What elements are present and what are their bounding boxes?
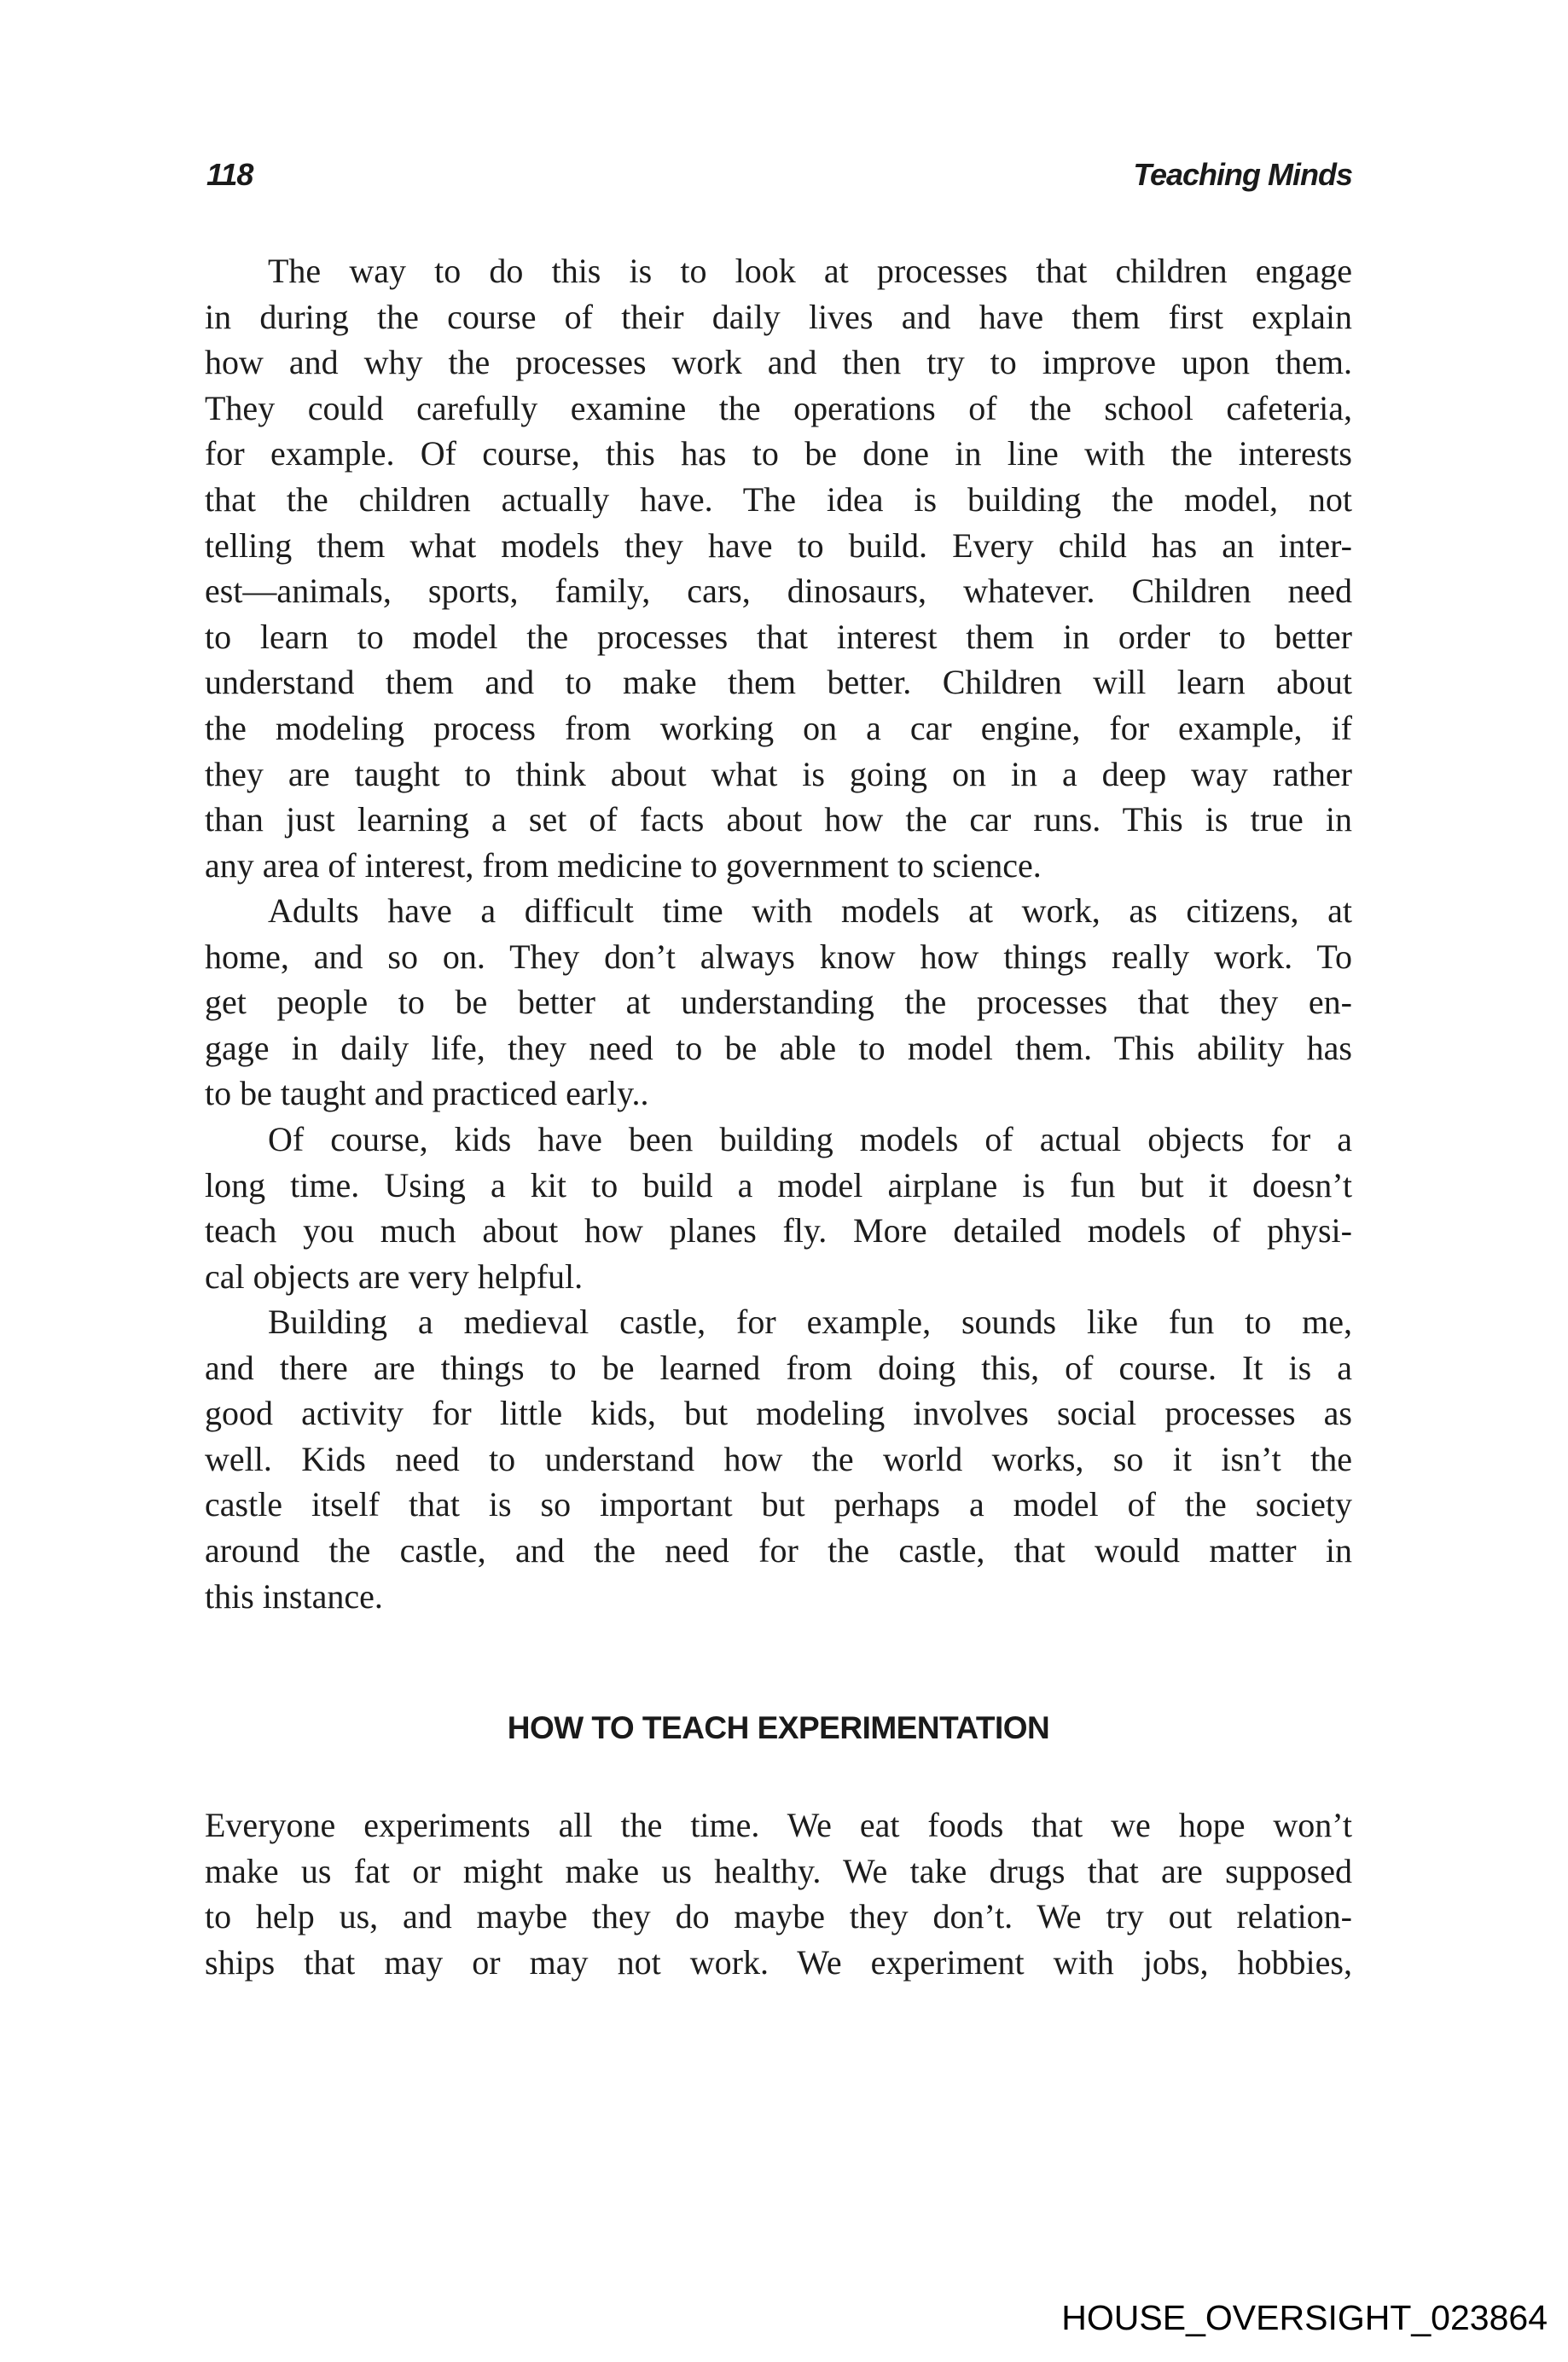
- text-line: and there are things to be learned from doing this, of course. It is a: [205, 1348, 1352, 1387]
- text-line: how and why the processes work and then try to improve upon them.: [205, 343, 1352, 382]
- section-heading: HOW TO TEACH EXPERIMENTATION: [507, 1710, 1050, 1745]
- section-paragraph-1: [205, 1802, 1352, 1985]
- text-line: The way to do this is to look at processes that children engage: [268, 252, 1352, 290]
- text-line: any area of interest, from medicine to government to science.: [205, 845, 1042, 885]
- text-line: Of course, kids have been building models of actual objects for a: [268, 1120, 1352, 1158]
- text-line: that the children actually have. The idea is building the model, not: [205, 479, 1352, 519]
- text-line: around the castle, and the need for the castle, that would matter in: [205, 1530, 1352, 1570]
- running-header: [205, 157, 1352, 200]
- text-line: make us fat or might make us healthy. We take drugs that are supposed: [205, 1851, 1352, 1890]
- text-line: this instance.: [205, 1576, 383, 1616]
- paragraph-2: [205, 888, 1352, 1117]
- text-line: good activity for little kids, but modeling involves social processes as: [205, 1394, 1352, 1433]
- text-line: to help us, and maybe they do maybe they don’t. We try out relation-: [205, 1897, 1352, 1936]
- text-line: Building a medieval castle, for example, sounds like fun to me,: [268, 1303, 1352, 1341]
- text-line: They could carefully examine the operations of the school cafeteria,: [205, 388, 1352, 427]
- text-line: to be taught and practiced early..: [205, 1074, 649, 1113]
- book-title: Teaching Minds: [1133, 157, 1352, 192]
- text-line: for example. Of course, this has to be done in line with the interests: [205, 434, 1352, 473]
- text-line: home, and so on. They don’t always know how things really work. To: [205, 937, 1352, 976]
- text-line: ships that may or may not work. We experiment with jobs, hobbies,: [205, 1942, 1352, 1982]
- text-line: est—animals, sports, family, cars, dinosaurs, whatever. Children need: [205, 572, 1352, 611]
- text-line: teach you much about how planes fly. More detailed models of physi-: [205, 1211, 1352, 1251]
- text-line: gage in daily life, they need to be able to model them. This ability has: [205, 1028, 1352, 1067]
- text-line: castle itself that is so important but perhaps a model of the society: [205, 1485, 1352, 1524]
- text-line: well. Kids need to understand how the world works, so it isn’t the: [205, 1439, 1352, 1478]
- text-line: long time. Using a kit to build a model airplane is fun but it doesn’t: [205, 1165, 1352, 1204]
- bates-stamp: HOUSE_OVERSIGHT_023864: [1061, 2298, 1548, 2337]
- text-line: than just learning a set of facts about how the car runs. This is true in: [205, 800, 1352, 839]
- text-line: Adults have a difficult time with models at work, as citizens, at: [268, 891, 1352, 930]
- text-line: get people to be better at understanding the processes that they en-: [205, 983, 1352, 1022]
- text-line: telling them what models they have to build. Every child has an inter-: [205, 525, 1352, 565]
- text-line: they are taught to think about what is going on in a deep way rather: [205, 754, 1352, 793]
- text-line: Everyone experiments all the time. We eat foods that we hope won’t: [205, 1806, 1352, 1844]
- text-line: cal objects are very helpful.: [205, 1256, 584, 1296]
- text-line: in during the course of their daily lives and have them first explain: [205, 297, 1352, 336]
- text-line: the modeling process from working on a car engine, for example, if: [205, 708, 1352, 747]
- page-number: 118: [206, 157, 253, 192]
- text-line: to learn to model the processes that interest them in order to better: [205, 617, 1352, 656]
- text-line: understand them and to make them better. Children will learn about: [205, 663, 1352, 702]
- paragraph-3: [205, 1117, 1352, 1299]
- paragraph-1: [205, 248, 1352, 888]
- paragraph-4: [205, 1299, 1352, 1619]
